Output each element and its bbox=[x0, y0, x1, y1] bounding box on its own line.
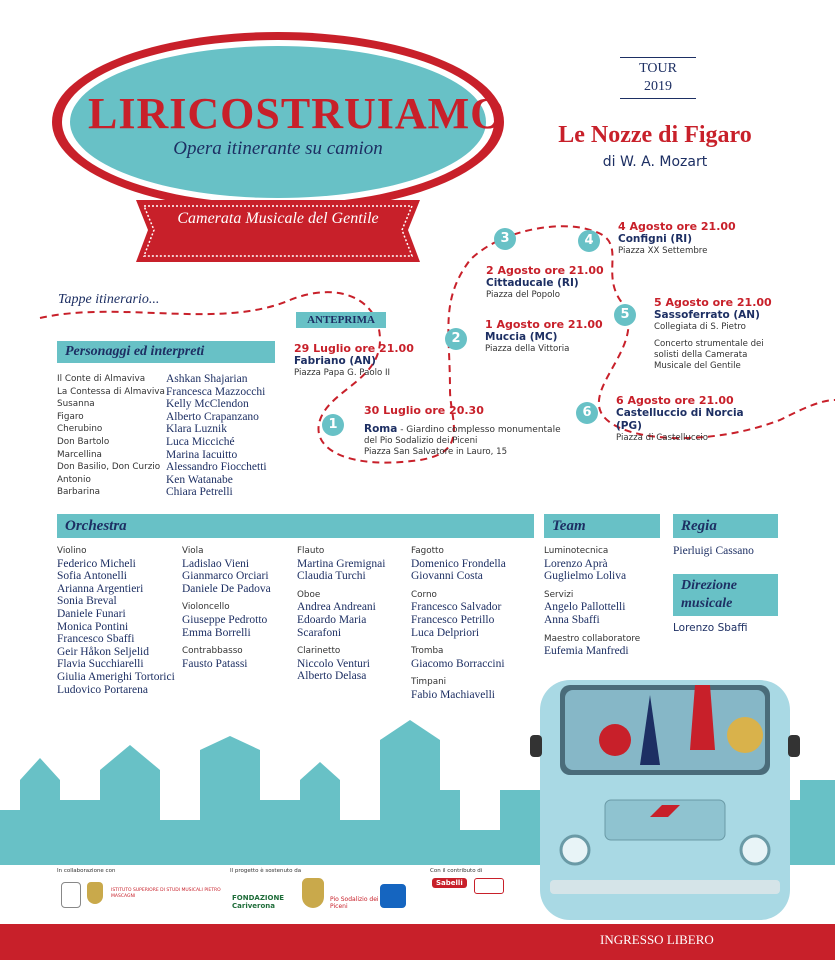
section-label: Tromba bbox=[411, 646, 444, 657]
stop-city: Configni (RI) bbox=[618, 233, 693, 245]
logo-subtitle: Opera itinerante su camion bbox=[173, 138, 383, 159]
team-member: Guglielmo Loliva bbox=[544, 570, 627, 583]
footer-label: INGRESSO LIBERO bbox=[600, 932, 714, 947]
stop-date: 2 Agosto ore 21.00 bbox=[486, 264, 604, 277]
musician: Federico Micheli bbox=[57, 557, 136, 570]
opera-composer: di W. A. Mozart bbox=[602, 154, 708, 170]
stop-number: 6 bbox=[576, 402, 598, 424]
section-label: Flauto bbox=[297, 546, 325, 556]
stop-preview bbox=[294, 342, 444, 379]
musician: Martina Gremignai bbox=[297, 557, 386, 570]
preview-badge: ANTEPRIMA bbox=[296, 312, 386, 328]
fondazione-logo: FONDAZIONE Cariverona bbox=[232, 894, 285, 910]
team-heading: Team bbox=[544, 514, 660, 538]
orchestra-col-2 bbox=[182, 545, 297, 670]
stop-place: Collegiata di S. Pietro bbox=[654, 322, 746, 332]
singer: Chiara Petrelli bbox=[166, 486, 233, 499]
musician: Giuseppe Pedrotto bbox=[182, 613, 268, 626]
section-label: Violoncello bbox=[182, 602, 230, 613]
sponsor-support bbox=[230, 868, 410, 918]
team-member: Lorenzo Aprà bbox=[544, 557, 608, 570]
stop-date: 29 Luglio ore 21.00 bbox=[294, 342, 414, 355]
stop-place: Piazza XX Settembre bbox=[618, 246, 708, 256]
orchestra-col-3 bbox=[297, 545, 412, 683]
singer: Marina Iacuitto bbox=[166, 448, 238, 461]
truck-illustration bbox=[510, 655, 820, 925]
section-label: Maestro collaboratore bbox=[544, 633, 641, 644]
musician: Domenico Frondella bbox=[411, 557, 506, 570]
opera-title: Le Nozze di Figaro bbox=[558, 122, 752, 148]
musician: Francesco Sbaffi bbox=[57, 633, 135, 646]
role: Marcellina bbox=[57, 449, 102, 460]
stop-date: 30 Luglio ore 20.30 bbox=[364, 404, 484, 417]
stop-city: Cittaducale (RI) bbox=[486, 277, 579, 289]
stop-date: 4 Agosto ore 21.00 bbox=[618, 220, 736, 233]
section-label: Corno bbox=[411, 589, 437, 600]
section-label: Oboe bbox=[297, 589, 321, 600]
stop-place-address: Piazza San Salvatore in Lauro, 15 bbox=[364, 447, 508, 457]
role: Figaro bbox=[57, 411, 84, 422]
truck-icon bbox=[510, 655, 820, 925]
stop-number: 2 bbox=[445, 328, 467, 350]
musician: Francesco Salvador bbox=[411, 601, 502, 614]
musician: Francesco Petrillo bbox=[411, 613, 495, 626]
role: Barbarina bbox=[57, 487, 101, 498]
section-label: Fagotto bbox=[411, 546, 444, 556]
singer: Alberto Crapanzano bbox=[166, 410, 259, 423]
singer: Ashkan Shajarian bbox=[166, 373, 248, 385]
direzione-name: Lorenzo Sbaffi bbox=[673, 622, 748, 634]
musician: Daniele Funari bbox=[57, 607, 126, 620]
singer: Alessandro Fiocchetti bbox=[166, 461, 267, 474]
stop-date: 5 Agosto ore 21.00 bbox=[654, 296, 772, 309]
musician: Ludovico Portarena bbox=[57, 683, 149, 696]
sodalizio-crest-icon bbox=[302, 878, 324, 908]
stop-city: Fabriano (AN) bbox=[294, 355, 376, 367]
orchestra-col-violino bbox=[57, 545, 182, 696]
stop-date: 6 Agosto ore 21.00 bbox=[616, 394, 734, 407]
logo-title: LIRICOSTRUIAMO bbox=[88, 89, 506, 138]
musician: Claudia Turchi bbox=[297, 570, 366, 583]
stop-place: Piazza del Popolo bbox=[486, 290, 561, 300]
section-label: Servizi bbox=[544, 589, 574, 600]
musician: Geir Håkon Seljelid bbox=[57, 645, 149, 658]
singer: Kelly McClendon bbox=[166, 398, 249, 411]
musician: Luca Delpriori bbox=[411, 626, 480, 639]
stop-place: Piazza della Vittoria bbox=[485, 344, 570, 354]
singer: Francesca Mazzocchi bbox=[166, 385, 266, 398]
musician: Giulia Amerighi Tortorici bbox=[57, 670, 175, 683]
itinerary-label: Tappe itinerario... bbox=[58, 292, 160, 307]
musician: Andrea Andreani bbox=[297, 601, 376, 614]
section-label: Viola bbox=[182, 546, 204, 556]
regia-name: Pierluigi Cassano bbox=[673, 545, 754, 557]
role: Don Bartolo bbox=[57, 436, 110, 447]
section-label: Timpani bbox=[411, 677, 447, 688]
musician: Edoardo Maria bbox=[297, 613, 367, 626]
regia-heading: Regia bbox=[673, 514, 778, 538]
musician: Niccolo Venturi bbox=[297, 657, 370, 670]
contrib-label: Con il contributo di bbox=[430, 868, 483, 874]
sponsor-crest-icon bbox=[87, 882, 103, 904]
musician: Fausto Patassi bbox=[182, 657, 248, 670]
role: La Contessa di Almaviva bbox=[57, 386, 165, 397]
singer: Luca Micciché bbox=[166, 435, 235, 448]
tour-year: 2019 bbox=[644, 79, 672, 94]
section-label: Violino bbox=[57, 546, 87, 556]
musician: Flavia Succhiarelli bbox=[57, 658, 144, 671]
sponsor-badge-icon bbox=[474, 878, 504, 894]
cast-roles bbox=[57, 373, 167, 499]
role: Don Basilio, Don Curzio bbox=[57, 462, 161, 473]
sponsor-contrib bbox=[430, 868, 540, 918]
team-list bbox=[544, 545, 669, 658]
tour-label: TOUR bbox=[639, 61, 677, 76]
musician: Monica Pontini bbox=[57, 620, 129, 633]
stop-venue: - Giardino complesso monumentale bbox=[397, 425, 561, 435]
role: Antonio bbox=[57, 474, 91, 485]
musician: Emma Borrelli bbox=[182, 626, 251, 639]
sabelli-logo: Sabelli bbox=[432, 878, 467, 888]
section-label: Luminotecnica bbox=[544, 546, 609, 556]
stop-place: Piazza Papa G. Paolo II bbox=[294, 368, 391, 378]
sodalizio-logo: Pio Sodalizio dei Piceni bbox=[330, 896, 379, 910]
section-label: Contrabbasso bbox=[182, 646, 243, 657]
stop-city: Sassoferrato (AN) bbox=[654, 309, 760, 321]
support-label: Il progetto è sostenuto da bbox=[230, 868, 302, 874]
role: Susanna bbox=[57, 399, 95, 410]
musician: Daniele De Padova bbox=[182, 582, 271, 595]
sponsor-emblem-icon bbox=[61, 882, 81, 908]
stop-city: Castelluccio di Norcia (PG) bbox=[616, 407, 744, 432]
stop-number: 4 bbox=[578, 230, 600, 252]
stop-number: 1 bbox=[322, 414, 344, 436]
musician: Fabio Machiavelli bbox=[411, 688, 495, 701]
musician: Ladislao Vieni bbox=[182, 557, 250, 570]
singer: Klara Luznik bbox=[166, 423, 227, 436]
role: Cherubino bbox=[57, 424, 103, 435]
team-member: Angelo Pallottelli bbox=[544, 601, 626, 614]
stop-number: 3 bbox=[494, 228, 516, 250]
stop-place: Piazza di Castelluccio bbox=[616, 433, 708, 443]
musician: Giacomo Borraccini bbox=[411, 657, 505, 670]
mascagni-logo: ISTITUTO SUPERIORE DI STUDI MUSICALI PIETRO MASCAGNI bbox=[111, 888, 221, 899]
cast-heading: Personaggi ed interpreti bbox=[57, 341, 275, 363]
musician: Scarafoni bbox=[297, 626, 342, 639]
stop-city: Muccia (MC) bbox=[485, 331, 558, 343]
musician: Sofia Antonelli bbox=[57, 570, 127, 583]
orchestra-heading: Orchestra bbox=[57, 514, 534, 538]
sponsor-collab bbox=[57, 868, 221, 918]
musician: Sonia Breval bbox=[57, 595, 117, 608]
stop-number: 5 bbox=[614, 304, 636, 326]
direzione-heading: Direzione musicale bbox=[673, 574, 778, 616]
stop-city: Roma bbox=[364, 423, 398, 435]
musician: Gianmarco Orciari bbox=[182, 570, 269, 583]
team-member: Eufemia Manfredi bbox=[544, 645, 629, 658]
cast-singers bbox=[166, 373, 296, 499]
logo-ribbon-text: Camerata Musicale del Gentile bbox=[177, 210, 379, 227]
singer: Ken Watanabe bbox=[166, 473, 233, 486]
ip-logo-icon bbox=[380, 884, 406, 908]
musician: Giovanni Costa bbox=[411, 570, 483, 583]
role: Il Conte di Almaviva bbox=[57, 374, 146, 384]
stop-note: Concerto strumentale dei solisti della Camerata Musicale del Gentile bbox=[654, 339, 764, 371]
team-member: Anna Sbaffi bbox=[544, 613, 600, 626]
stop-date: 1 Agosto ore 21.00 bbox=[485, 318, 603, 331]
musician: Arianna Argentieri bbox=[57, 582, 144, 595]
stop-place: del Pio Sodalizio dei Piceni bbox=[364, 436, 478, 446]
section-label: Clarinetto bbox=[297, 646, 341, 657]
collab-label: In collaborazione con bbox=[57, 868, 116, 874]
musician: Alberto Delasa bbox=[297, 670, 367, 683]
